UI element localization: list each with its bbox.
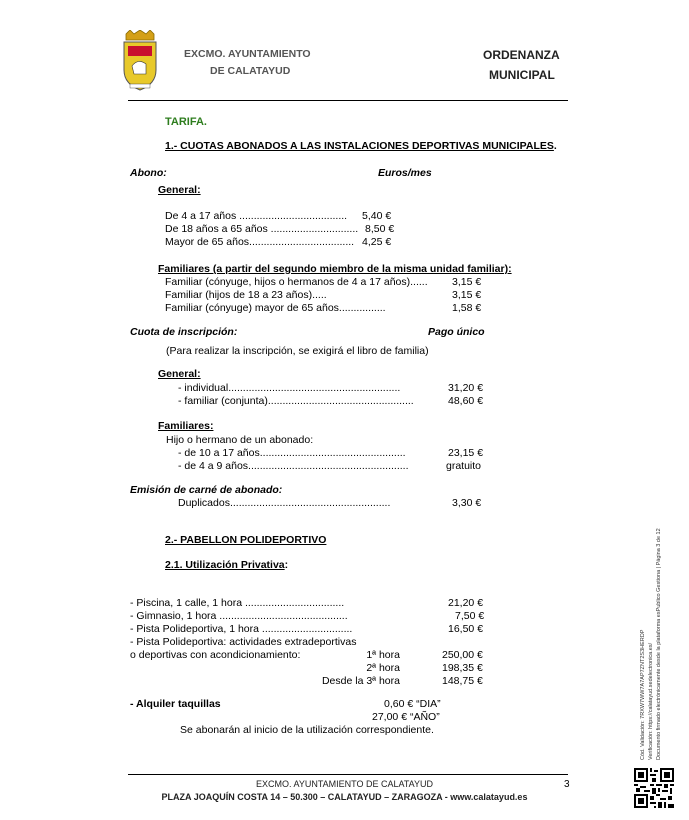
general2-row-price: 31,20 € — [448, 382, 484, 394]
pabellon-row-price: 7,50 € — [455, 610, 485, 622]
footer-line2: PLAZA JOAQUÍN COSTA 14 – 50.300 – CALATAYUD – ZARAGOZA - www.calatayud.es — [161, 792, 528, 802]
general-label: General: — [158, 184, 201, 196]
general2-label: General: — [158, 368, 201, 380]
page-number: 3 — [564, 779, 570, 790]
section1-title: 1.- CUOTAS ABONADOS A LAS INSTALACIONES DEPORTIVAS MUNICIPALES. — [165, 140, 557, 152]
cuota-inscripcion-label: Cuota de inscripción: — [130, 326, 238, 338]
footer-divider — [128, 774, 568, 775]
pago-unico-label: Pago único — [428, 326, 485, 338]
side-verification-url: Verificación: https://calatayud.sedelectronica.es/ — [648, 642, 654, 760]
hour-row-price: 198,35 € — [442, 662, 483, 674]
general-row-label: Mayor de 65 años.................................... — [165, 236, 355, 248]
familiares2-label: Familiares: — [158, 420, 214, 432]
side-validation-code: Cód. Validación: 7RXW7WW7A7AP7ZNT2S3HERDP — [640, 629, 646, 760]
pabellon-row-price: 21,20 € — [448, 597, 484, 609]
general-row-price: 4,25 € — [362, 236, 392, 248]
familiares2-row-label: - de 10 a 17 años.................................................. — [178, 447, 406, 459]
extra-line2: o deportivas con acondicionamiento: — [130, 649, 301, 661]
header-divider — [128, 100, 568, 101]
general-row-label: De 4 a 17 años ..................................... — [165, 210, 348, 222]
hour-row-label: Desde la 3ª hora — [321, 675, 400, 687]
familiares-row-label: Familiar (cónyuge) mayor de 65 años................ — [165, 302, 386, 314]
coat-of-arms-logo — [116, 30, 164, 94]
familiares2-row-price: 23,15 € — [448, 447, 484, 459]
general2-row-label: - familiar (conjunta).................................................. — [178, 395, 414, 407]
tarifa-title: TARIFA. — [165, 116, 207, 128]
footer-line1: EXCMO. AYUNTAMIENTO DE CALATAYUD — [255, 779, 434, 789]
taquillas-dia: 0,60 € “DIA” — [384, 698, 441, 710]
general2-row-label: - individual........................................................... — [178, 382, 401, 394]
extra-line1: - Pista Polideportiva: actividades extradeportivas — [130, 636, 357, 648]
familiares2-row-label: - de 4 a 9 años....................................................... — [178, 460, 409, 472]
duplicados-price: 3,30 € — [452, 497, 482, 509]
taquillas-label: - Alquiler taquillas — [130, 698, 221, 710]
abono-label: Abono: — [130, 167, 167, 179]
hour-row-price: 250,00 € — [442, 649, 483, 661]
qr-code-icon — [634, 768, 674, 808]
header-org-line1: EXCMO. AYUNTAMIENTO — [184, 48, 311, 60]
pabellon-row-label: - Pista Polideportiva, 1 hora ............................... — [130, 623, 353, 635]
general2-row-price: 48,60 € — [448, 395, 484, 407]
duplicados-label: Duplicados....................................................... — [178, 497, 391, 509]
hijo-line: Hijo o hermano de un abonado: — [166, 434, 314, 446]
familiares-row-price: 3,15 € — [452, 289, 482, 301]
header-doc-line2: MUNICIPAL — [489, 68, 555, 82]
hour-row-label: 1ª hora — [366, 649, 400, 661]
emision-carne-label: Emisión de carné de abonado: — [130, 484, 283, 496]
header-org-line2: DE CALATAYUD — [210, 65, 291, 77]
pabellon-row-label: - Piscina, 1 calle, 1 hora .................................. — [130, 597, 345, 609]
general-row-price: 5,40 € — [362, 210, 392, 222]
pabellon-row-price: 16,50 € — [448, 623, 484, 635]
familiares-row-label: Familiar (hijos de 18 a 23 años)..... — [165, 289, 327, 301]
general-row-label: De 18 años a 65 años .............................. — [165, 223, 359, 235]
section2-title: 2.- PABELLON POLIDEPORTIVO — [165, 534, 327, 546]
familiares-row-price: 3,15 € — [452, 276, 482, 288]
taquillas-ano: 27,00 € “AÑO” — [372, 711, 440, 723]
general-row-price: 8,50 € — [365, 223, 395, 235]
hour-row-label: 2ª hora — [366, 662, 400, 674]
section2-subtitle: 2.1. Utilización Privativa: — [165, 559, 289, 571]
familiares-row-price: 1,58 € — [452, 302, 482, 314]
hour-row-price: 148,75 € — [442, 675, 483, 687]
abonaran-note: Se abonarán al inicio de la utilización correspondiente. — [180, 724, 434, 736]
euros-mes-label: Euros/mes — [378, 167, 432, 179]
header-doc-line1: ORDENANZA — [483, 48, 560, 62]
pabellon-row-label: - Gimnasio, 1 hora ............................................ — [130, 610, 348, 622]
familiares-row-label: Familiar (cónyuge, hijos o hermanos de 4 a 17 años)...... — [165, 276, 428, 288]
familiares2-row-price: gratuito — [446, 460, 482, 472]
side-signature-note: Documento firmado electrónicamente desde la plataforma esPublico Gestiona | Página 3 de 12 — [656, 528, 662, 760]
inscripcion-note: (Para realizar la inscripción, se exigirá el libro de familia) — [166, 345, 429, 357]
familiares-label: Familiares (a partir del segundo miembro de la misma unidad familiar): — [158, 263, 512, 275]
